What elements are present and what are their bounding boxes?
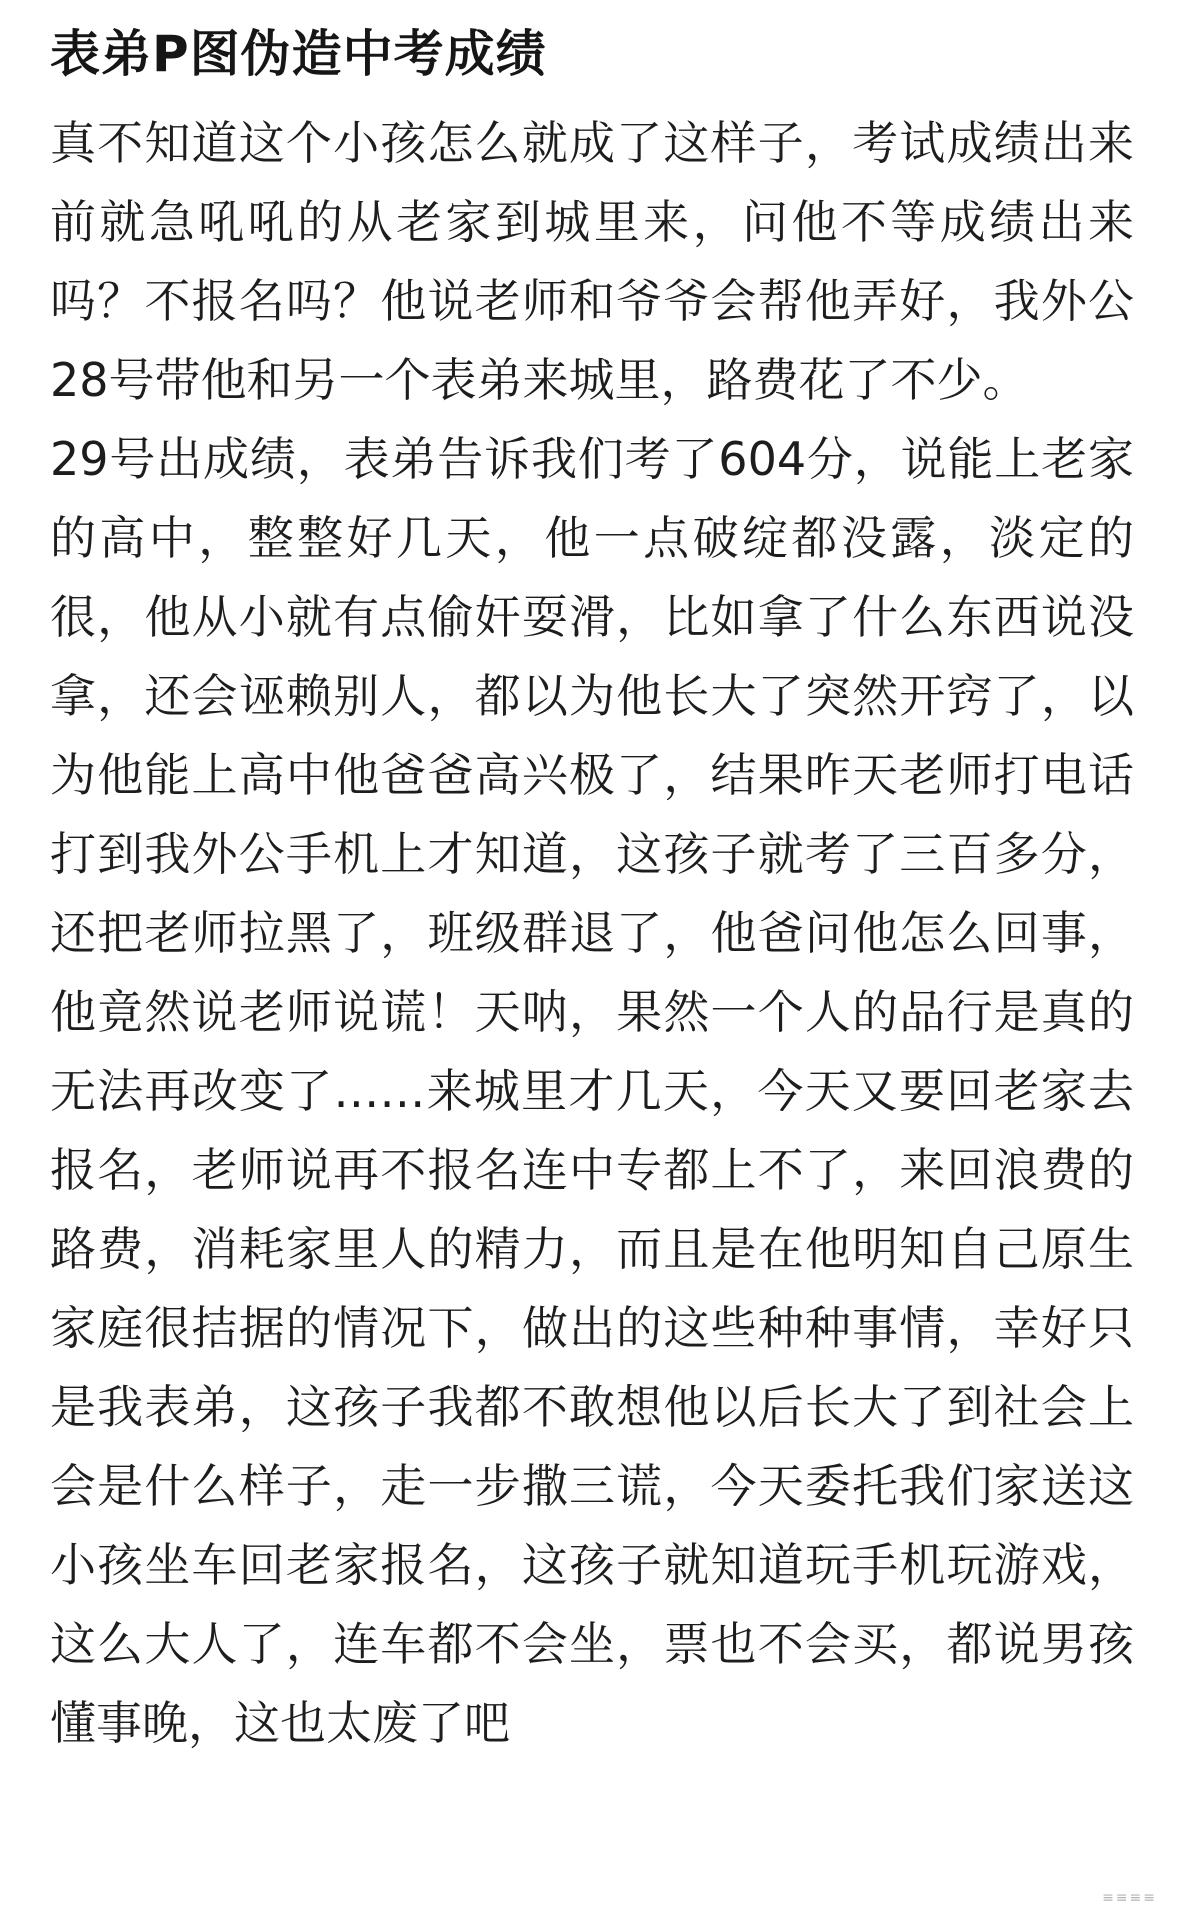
post-paragraph-2: 29号出成绩，表弟告诉我们考了604分，说能上老家的高中，整整好几天，他一点破绽都没露，淡定的很，他从小就有点偷奸耍滑，比如拿了什么东西说没拿，还会诬赖别人，都以为他长大了突然开窍了，以为他能上高中他爸爸高兴极了，结果昨天老师打电话打到我外公手机上才知道，这孩子就考了三百多分，还把老师拉黑了，班级群退了，他爸问他怎么回事，他竟然说老师说谎！天呐，果然一个人的品行是真的无法再改变了……来城里才几天，今天又要回老家去报名，老师说再不报名连中专都上不了，来回浪费的路费，消耗家里人的精力，而且是在他明知自己原生家庭很拮据的情况下，做出的这些种种事情，幸好只是我表弟，这孩子我都不敢想他以后长大了到社会上会是什么样子，走一步撒三谎，今天委托我们家送这小孩坐车回老家报名，这孩子就知道玩手机玩游戏，这么大人了，连车都不会坐，票也不会买，都说男孩懂事晚，这也太废了吧 — [50, 432, 1134, 1750]
post-paragraph-1: 真不知道这个小孩怎么就成了这样子，考试成绩出来前就急吼吼的从老家到城里来，问他不等成绩出来吗？不报名吗？他说老师和爷爷会帮他弄好，我外公28号带他和另一个表弟来城里，路费花了不少。 — [50, 116, 1134, 407]
post-title: 表弟P图伪造中考成绩 — [50, 25, 547, 83]
post-container — [50, 14, 1134, 1763]
corner-watermark: ≡≡≡≡ — [1102, 1890, 1157, 1906]
post-body — [50, 104, 1134, 1763]
